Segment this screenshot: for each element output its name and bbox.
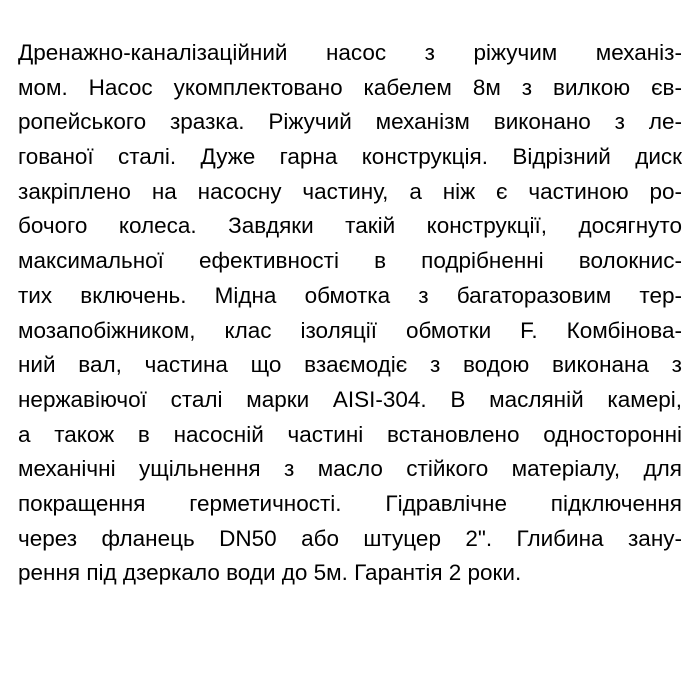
text-line-16: рення під дзеркало води до 5м. Гарантія 2 роки. [18,560,522,586]
text-line-11: нержавіючої сталі марки AISI-304. В масляній камері, [18,386,682,412]
text-line-1: Дренажно-каналізаційний насос з ріжучим механіз- [18,40,682,65]
text-line-6: бочого колеса. Завдяки такій конструкції, досягнуто [18,213,682,239]
text-line-14: покращення герметичності. Гідравлічне підключення [18,490,682,516]
text-line-3: ропейського зразка. Ріжучий механізм виконано з ле- [18,109,682,135]
text-line-7: максимальної ефективності в подрібненні волокнис- [18,248,682,274]
product-description [18,36,682,591]
text-line-12: а також в насосній частині встановлено односторонні [18,421,682,447]
text-line-5: закріплено на насосну частину, а ніж є частиною ро- [18,178,682,204]
text-line-9: мозапобіжником, клас ізоляції обмотки F. Комбінова- [18,317,682,343]
text-line-10: ний вал, частина що взаємодіє з водою виконана з [18,352,682,378]
text-line-15: через фланець DN50 або штуцер 2". Глибина зану- [18,525,682,551]
text-line-4: гованої сталі. Дуже гарна конструкція. Відрізний диск [18,144,682,170]
text-line-13: механічні ущільнення з масло стійкого матеріалу, для [18,456,682,482]
text-line-2: мом. Насос укомплектовано кабелем 8м з вилкою єв- [18,74,682,100]
text-line-8: тих включень. Мідна обмотка з багаторазовим тер- [18,282,682,308]
